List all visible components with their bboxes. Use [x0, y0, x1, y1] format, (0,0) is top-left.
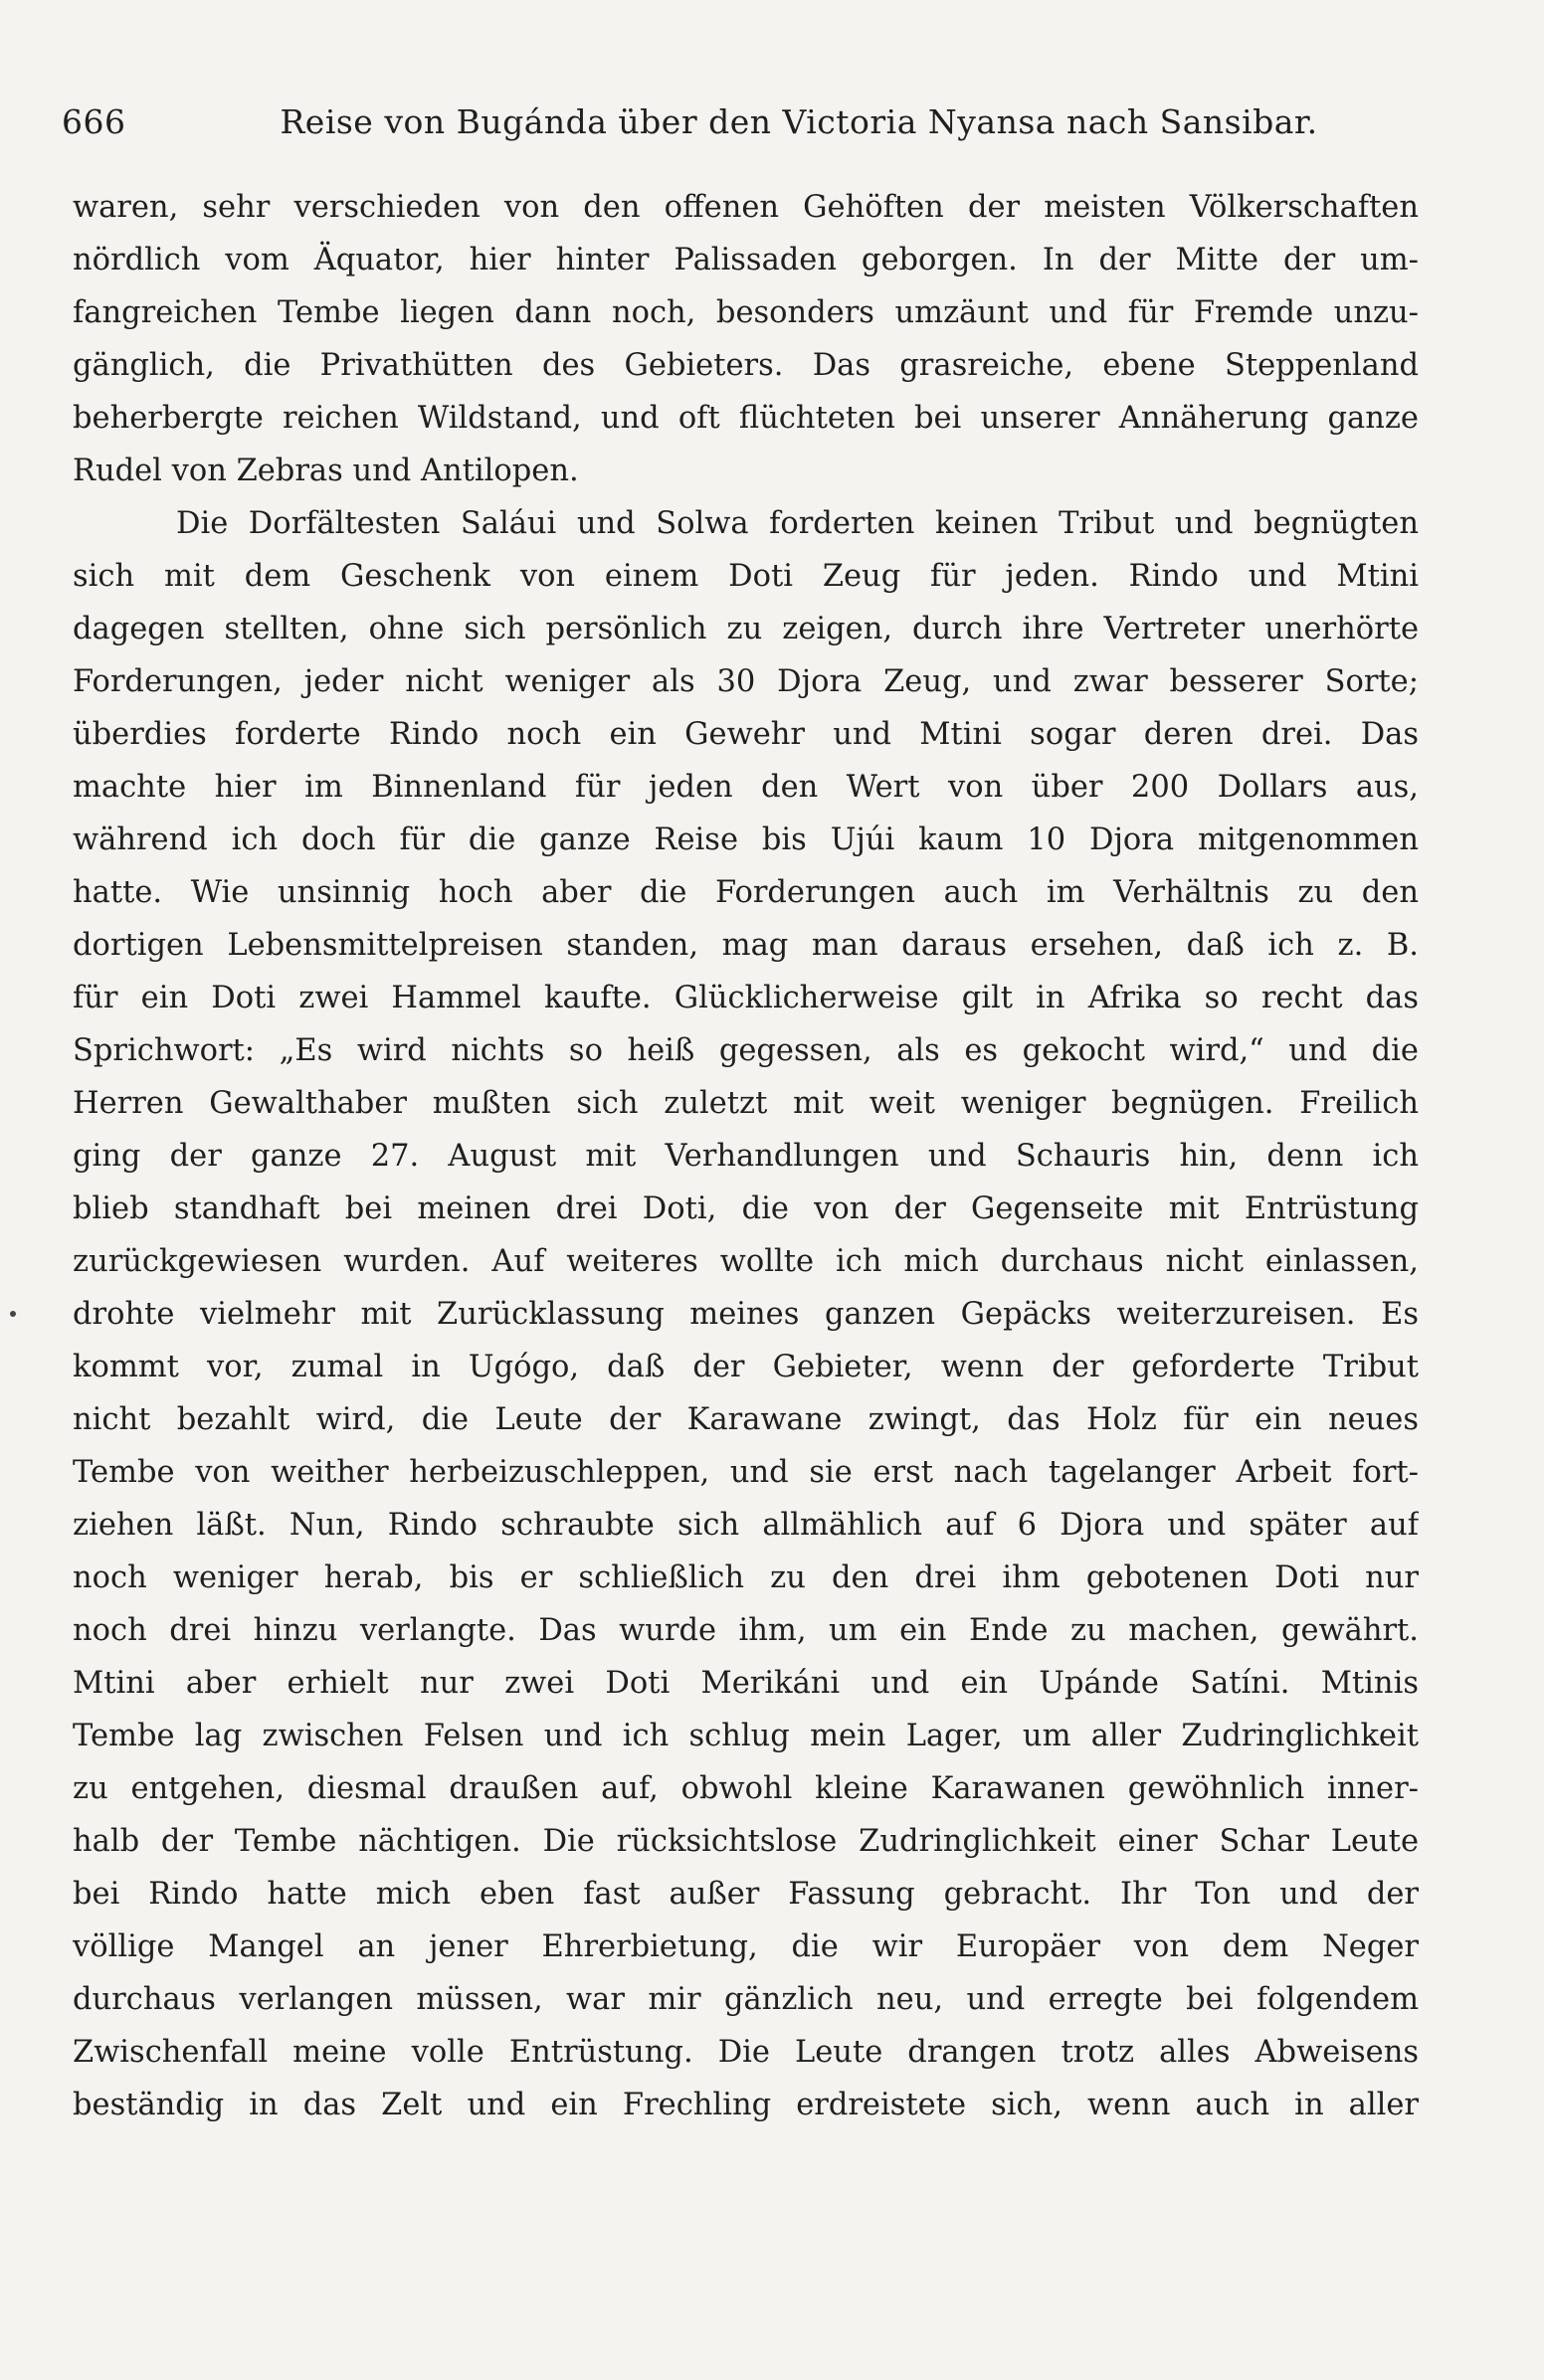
text-line: ziehen läßt. Nun, Rindo schraubte sich allmählich auf 6 Djora und später auf: [73, 1508, 1419, 1543]
text-line: Forderungen, jeder nicht weniger als 30 Djora Zeug, und zwar besserer Sorte;: [73, 664, 1419, 699]
text-line: noch weniger herab, bis er schließlich zu den drei ihm gebotenen Doti nur: [73, 1560, 1419, 1595]
text-line: Tembe lag zwischen Felsen und ich schlug mein Lager, um aller Zudringlichkeit: [73, 1719, 1419, 1753]
text-line: Sprichwort: „Es wird nichts so heiß gegessen, als es gekocht wird,“ und die: [73, 1033, 1419, 1068]
text-line: zurückgewiesen wurden. Auf weiteres wollte ich mich durchaus nicht einlassen,: [73, 1244, 1419, 1279]
text-line: ging der ganze 27. August mit Verhandlungen und Schauris hin, denn ich: [73, 1139, 1419, 1174]
text-line: beständig in das Zelt und ein Frechling erdreistete sich, wenn auch in aller: [73, 2088, 1419, 2122]
text-line: zu entgehen, diesmal draußen auf, obwohl kleine Karawanen gewöhnlich inner-: [73, 1771, 1419, 1806]
text-line: hatte. Wie unsinnig hoch aber die Forderungen auch im Verhältnis zu den: [73, 875, 1419, 910]
text-line: Herren Gewalthaber mußten sich zuletzt mit weit weniger begnügen. Freilich: [73, 1086, 1419, 1121]
running-title: Reise von Bugánda über den Victoria Nyansa nach Sansibar.: [280, 102, 1318, 141]
text-line: kommt vor, zumal in Ugógo, daß der Gebieter, wenn der geforderte Tribut: [73, 1350, 1419, 1384]
body-text: [73, 181, 1419, 2131]
text-line: noch drei hinzu verlangte. Das wurde ihm, um ein Ende zu machen, gewährt.: [73, 1613, 1419, 1648]
paragraph-start-line: Die Dorfältesten Saláui und Solwa forderten keinen Tribut und begnügten: [176, 506, 1419, 541]
text-line: Tembe von weither herbeizuschleppen, und sie erst nach tagelanger Arbeit fort-: [73, 1455, 1419, 1490]
page-header: [62, 97, 1423, 147]
text-line: für ein Doti zwei Hammel kaufte. Glücklicherweise gilt in Afrika so recht das: [73, 981, 1419, 1015]
text-line: Rudel von Zebras und Antilopen.: [73, 454, 579, 488]
text-line: während ich doch für die ganze Reise bis Ujúi kaum 10 Djora mitgenommen: [73, 823, 1419, 857]
text-line: machte hier im Binnenland für jeden den Wert von über 200 Dollars aus,: [73, 770, 1419, 805]
text-line: fangreichen Tembe liegen dann noch, besonders umzäunt und für Fremde unzu-: [73, 295, 1419, 330]
text-line: halb der Tembe nächtigen. Die rücksichtslose Zudringlichkeit einer Schar Leute: [73, 1824, 1419, 1859]
text-line: nicht bezahlt wird, die Leute der Karawane zwingt, das Holz für ein neues: [73, 1402, 1419, 1437]
margin-dot: [10, 1311, 16, 1317]
text-line: waren, sehr verschieden von den offenen Gehöften der meisten Völkerschaften: [73, 190, 1419, 225]
text-line: Zwischenfall meine volle Entrüstung. Die Leute drangen trotz alles Abweisens: [73, 2035, 1419, 2070]
text-line: Mtini aber erhielt nur zwei Doti Merikáni und ein Upánde Satíni. Mtinis: [73, 1666, 1419, 1701]
text-line: völlige Mangel an jener Ehrerbietung, die wir Europäer von dem Neger: [73, 1929, 1419, 1964]
text-line: gänglich, die Privathütten des Gebieters. Das grasreiche, ebene Steppenland: [73, 348, 1419, 383]
text-line: blieb standhaft bei meinen drei Doti, die von der Gegenseite mit Entrüstung: [73, 1191, 1419, 1226]
text-line: durchaus verlangen müssen, war mir gänzlich neu, und erregte bei folgendem: [73, 1982, 1419, 2017]
text-line: drohte vielmehr mit Zurücklassung meines ganzen Gepäcks weiterzureisen. Es: [73, 1297, 1419, 1332]
text-line: dortigen Lebensmittelpreisen standen, mag man daraus ersehen, daß ich z. B.: [73, 928, 1419, 963]
text-line: nördlich vom Äquator, hier hinter Palissaden geborgen. In der Mitte der um-: [73, 243, 1419, 277]
text-line: dagegen stellten, ohne sich persönlich zu zeigen, durch ihre Vertreter unerhörte: [73, 612, 1419, 646]
page-number: 666: [62, 102, 126, 141]
text-line: überdies forderte Rindo noch ein Gewehr und Mtini sogar deren drei. Das: [73, 717, 1419, 752]
text-line: sich mit dem Geschenk von einem Doti Zeug für jeden. Rindo und Mtini: [73, 559, 1419, 594]
text-line: beherbergte reichen Wildstand, und oft flüchteten bei unserer Annäherung ganze: [73, 401, 1419, 436]
text-line: bei Rindo hatte mich eben fast außer Fassung gebracht. Ihr Ton und der: [73, 1877, 1419, 1912]
